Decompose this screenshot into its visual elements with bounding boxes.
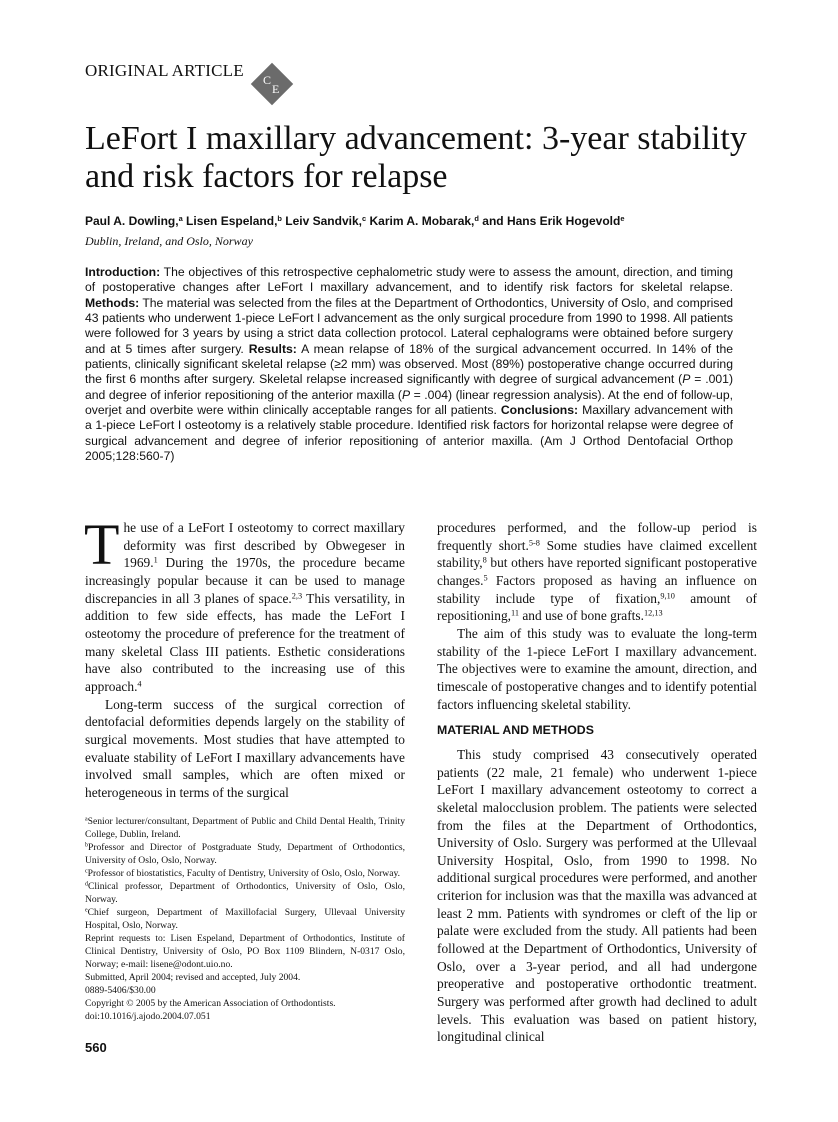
text-run: Maxillary advancement with a 1-piece LeFort I osteotomy is a relatively stable procedure. Identified risk factors for horizontal relapse were degree of surgical advancement and degree of inferior repositioning of anterior maxilla. (Am J Orthod Dentofacial Orthop 2005;128:560-7) <box>85 403 733 464</box>
footnote <box>85 906 405 932</box>
italic-run: P <box>682 372 691 387</box>
superscript-ref: b <box>277 213 282 223</box>
body-paragraph <box>437 625 757 713</box>
doi <box>85 1010 405 1023</box>
reprint-requests <box>85 932 405 971</box>
text-run: doi:10.1016/j.ajodo.2004.07.051 <box>85 1011 211 1022</box>
superscript-ref: a <box>178 213 183 223</box>
body-paragraph <box>85 696 405 802</box>
submission-dates <box>85 971 405 984</box>
text-run: amount of repositioning, <box>437 590 757 624</box>
superscript-ref: b <box>85 842 88 849</box>
text-run: Copyright © 2005 by the American Association of Orthodontists. <box>85 998 336 1009</box>
copyright <box>85 997 405 1010</box>
body-paragraph <box>84 512 405 696</box>
text-run: Professor and Director of Postgraduate Study, Department of Orthodontics, University of Oslo, Oslo, Norway. <box>85 842 405 866</box>
text-run: and Hans Erik Hogevold <box>478 214 621 228</box>
text-run: This study comprised 43 consecutively operated patients (22 male, 21 female) who underwent 1-piece LeFort I maxillary advancement osteotomy to correct a skeletal malocclusion problem. The patients were selected from the files at the Department of Orthodontics, University of Oslo. Surgery was performed at the Ullevaal University Hospital, Oslo, from 1990 to 1998. No additional surgical procedures were performed, and another criterion for inclusion was that the maxilla was advanced at least 2 mm. Patients with syndromes or cleft of the lip or palate were excluded from the study. All patients had been followed at the Department of Orthodontics, University of Oslo, over a 3-year period, and all had undergone preoperative and postoperative orthodontic treatment. Surgery was performed after growth had declined to adult levels. This evaluation was based on patient history, longitudinal clinical <box>437 746 757 1045</box>
text-run: This versatility, in addition to few side effects, has made the LeFort I osteotomy the procedure of preference for the treatment of many skeletal Class III patients. Esthetic considerations have also contributed to the increasing use of this approach. <box>85 590 405 694</box>
text-run: = .004) (linear regression analysis). At the end of follow-up, overjet and overbite were within clinically acceptable ranges for all patients. <box>85 387 733 418</box>
svg-text:C: C <box>263 73 272 87</box>
ce-logo <box>250 62 294 106</box>
text-run: Leiv Sandvik, <box>281 214 362 228</box>
text-run: Professor of biostatistics, Faculty of Dentistry, University of Oslo, Oslo, Norway. <box>87 868 401 879</box>
italic-run: P <box>401 387 411 402</box>
superscript-ref: 5 <box>483 573 488 583</box>
text-run: The objectives of this retrospective cephalometric study were to assess the amount, direction, and timing of postoperative changes after LeFort I maxillary advancement, and to identify risk factors for skeletal relapse. <box>85 265 733 295</box>
superscript-ref: c <box>85 868 88 875</box>
author-affiliation: Dublin, Ireland, and Oslo, Norway <box>85 234 253 248</box>
text-run: 0889-5406/$30.00 <box>85 985 156 996</box>
superscript-ref: c <box>362 213 367 223</box>
footnote <box>85 880 405 906</box>
text-run: During the 1970s, the procedure became increasingly popular because it can be used to manage discrepancies in all 3 planes of space. <box>85 555 405 606</box>
text-run: procedures performed, and the follow-up period is frequently short. <box>437 520 757 553</box>
svg-text:E: E <box>272 82 280 96</box>
text-run: = .001) and degree of inferior repositioning of the anterior maxilla ( <box>85 372 733 402</box>
body-paragraph <box>437 519 757 625</box>
text-run: A mean relapse of 18% of the surgical advancement occurred. In 14% of the patients, clinically significant skeletal relapse (≥2 mm) was observed. Most (89%) postoperative change occurred during the first 6 months after surgery. Skeletal relapse increased significantly with degree of surgical advancement ( <box>85 341 734 387</box>
drop-cap: T <box>84 512 120 577</box>
text-run: Paul A. Dowling, <box>85 214 179 228</box>
body-column-left <box>84 512 405 802</box>
superscript-ref: 11 <box>511 608 520 618</box>
body-column-right <box>437 519 757 1046</box>
text-run: Factors proposed as having an influence on stability include type of fixation, <box>437 572 757 606</box>
article-title: LeFort I maxillary advancement: 3-year stability and risk factors for relapse <box>85 120 747 195</box>
issn-price <box>85 984 405 997</box>
text-run: but others have reported significant postoperative changes. <box>437 555 757 588</box>
text-run: Lisen Espeland, <box>182 214 278 228</box>
body-paragraph <box>437 746 757 1046</box>
superscript-ref: 12,13 <box>643 608 663 618</box>
superscript-ref: d <box>474 213 479 223</box>
superscript-ref: 5-8 <box>528 538 540 548</box>
superscript-ref: e <box>85 907 88 914</box>
text-run: The aim of this study was to evaluate the long-term stability of the 1-piece LeFort I maxillary advancement. The objectives were to examine the amount, direction, and timescale of postoperative changes and to identify potential factors influencing skeletal stability. <box>437 625 757 712</box>
text-run: and use of bone grafts. <box>519 608 644 624</box>
text-run: Clinical professor, Department of Orthodontics, University of Oslo, Oslo, Norway. <box>85 881 405 905</box>
abstract-section-label: Introduction: <box>85 265 161 279</box>
superscript-ref: d <box>85 881 88 888</box>
footnotes <box>85 815 405 1023</box>
superscript-ref: 4 <box>137 679 142 689</box>
footnote <box>85 867 405 880</box>
superscript-ref: a <box>85 816 88 823</box>
text-run: Chief surgeon, Department of Maxillofacial Surgery, Ullevaal University Hospital, Oslo, Norway. <box>85 907 405 931</box>
section-heading: MATERIAL AND METHODS <box>437 723 594 738</box>
footnote <box>85 841 405 867</box>
paragraph-text <box>84 512 405 694</box>
abstract-section-label: Results: <box>248 341 297 356</box>
text-run: Senior lecturer/consultant, Department of Public and Child Dental Health, Trinity College, Dublin, Ireland. <box>85 816 405 840</box>
superscript-ref: 2,3 <box>291 591 303 601</box>
text-run: Long-term success of the surgical correction of dentofacial deformities depends largely on the stability of surgical movements. Most studies that have attempted to evaluate stability of LeFort I maxillary advancements have involved small samples, which are often mixed or heterogeneous in terms of the surgical <box>85 696 405 800</box>
abstract <box>85 265 733 464</box>
abstract-section-label: Methods: <box>85 295 140 310</box>
footnote <box>85 815 405 841</box>
superscript-ref: 8 <box>482 555 487 565</box>
section-label: ORIGINAL ARTICLE <box>85 61 244 80</box>
abstract-section-label: Conclusions: <box>500 403 579 418</box>
text-run: Reprint requests to: Lisen Espeland, Department of Orthodontics, Institute of Clinical Dentistry, University of Oslo, PO Box 1109 Blindern, N-0317 Oslo, Norway; e-mail: lisene@odont.uio.no. <box>85 933 405 970</box>
text-run: Karim A. Mobarak, <box>366 214 475 228</box>
superscript-ref: e <box>620 213 625 223</box>
text-run: The material was selected from the files at the Department of Orthodontics, University of Oslo, and comprised 43 patients who underwent 1-piece LeFort I advancement as the only surgical procedure from 1990 to 1998. All patients were followed for 3 years by using a strict data collection protocol. Lateral cephalograms were obtained before surgery and at 5 times after surgery. <box>85 295 734 356</box>
superscript-ref: 9,10 <box>660 591 675 601</box>
text-run: Submitted, April 2004; revised and accepted, July 2004. <box>85 972 301 983</box>
author-list <box>85 214 624 228</box>
superscript-ref: 1 <box>153 555 158 565</box>
page-number: 560 <box>85 1040 107 1055</box>
text-run: he use of a LeFort I osteotomy to correct maxillary deformity was first described by Obwegeser in 1969. <box>123 520 405 571</box>
text-run: Some studies have claimed excellent stability, <box>437 537 757 571</box>
